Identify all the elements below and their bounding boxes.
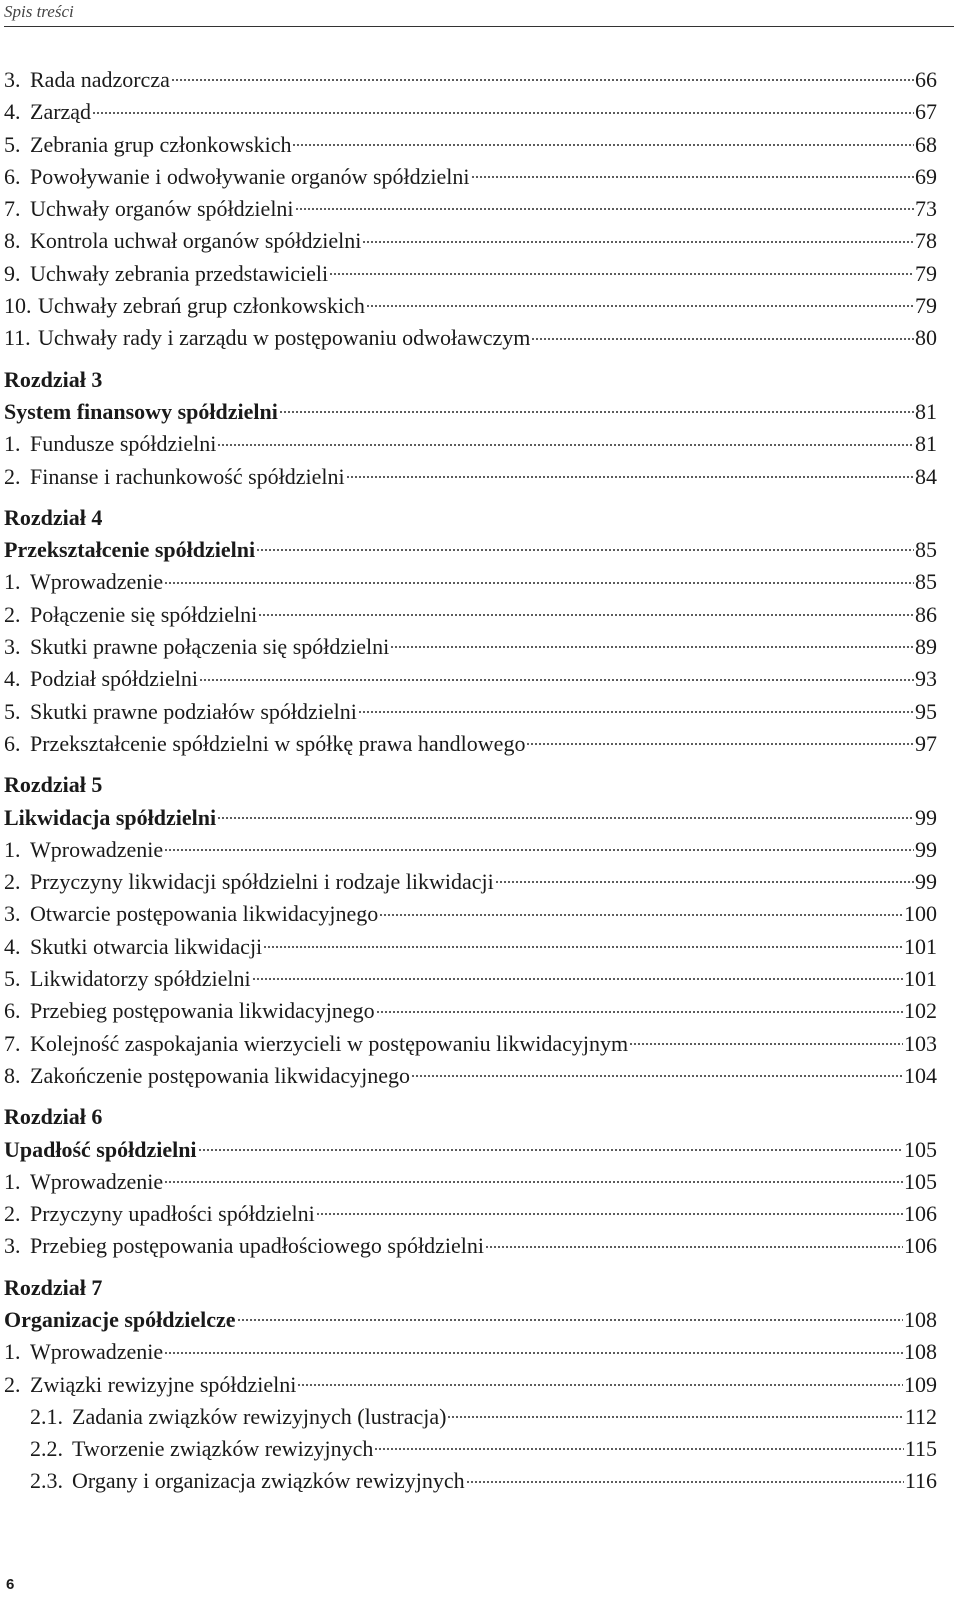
entry-title: Przyczyny upadłości spółdzielni [30,1201,315,1227]
entry-page: 67 [915,99,937,125]
toc-entry[interactable] [4,322,937,354]
entry-page: 112 [904,1403,937,1429]
entry-page: 78 [915,228,937,254]
entry-title: Finanse i rachunkowość spółdzielni [30,463,345,489]
entry-page: 79 [915,260,937,286]
entry-number: 4. [4,666,21,692]
entry-title: Związki rewizyjne spółdzielni [30,1371,297,1397]
entry-title: Zebrania grup członkowskich [30,131,292,157]
entry-number: 2.1. [30,1403,63,1429]
entry-title: Skutki otwarcia likwidacji [30,933,263,959]
entry-page: 106 [904,1201,937,1227]
dot-leader [362,241,914,243]
entry-title: Kolejność zaspokajania wierzycieli w postępowaniu likwidacyjnym [30,1030,629,1056]
page-number: 6 [6,1576,15,1593]
entry-number: 2. [4,463,21,489]
entry-number: 8. [4,1062,21,1088]
dot-leader [292,144,914,146]
entry-page: 101 [904,966,937,992]
toc-entry[interactable] [4,995,937,1027]
dot-leader [379,914,903,916]
dot-leader [411,1075,903,1077]
entry-title: System finansowy spółdzielni [4,398,278,424]
dot-leader [366,305,914,307]
entry-page: 106 [904,1233,937,1259]
chapter-title-entry[interactable] [4,396,937,428]
entry-title: Uchwały rady i zarządu w postępowaniu odwoławczym [38,325,531,351]
entry-page: 103 [904,1030,937,1056]
toc-entry[interactable] [4,696,937,728]
entry-title: Połączenie się spółdzielni [30,601,258,627]
dot-leader [374,1448,903,1450]
dot-leader [358,711,914,713]
entry-title: Rada nadzorcza [30,67,170,92]
entry-number: 6. [4,163,21,189]
entry-page: 86 [915,601,937,627]
dot-leader [495,881,914,883]
entry-number: 3. [4,901,21,927]
toc-entry[interactable] [4,428,937,460]
entry-number: 1. [4,569,21,595]
entry-title: Likwidatorzy spółdzielni [30,966,251,992]
entry-page: 99 [915,836,937,862]
toc-entry[interactable] [4,258,937,290]
toc-entry[interactable] [4,1166,937,1198]
entry-number: 7. [4,1030,21,1056]
running-head: Spis treści [4,2,74,21]
toc-entry[interactable] [4,834,937,866]
entry-page: 100 [904,901,937,927]
entry-number: 4. [4,933,21,959]
entry-title: Wprowadzenie [30,836,164,862]
entry-title: Uchwały organów spółdzielni [30,196,294,222]
toc-entry[interactable] [4,599,937,631]
chapter-title-entry[interactable] [4,1304,937,1336]
dot-leader [295,208,914,210]
entry-page: 99 [915,804,937,830]
dot-leader [164,1352,903,1354]
entry-number: 2.2. [30,1436,63,1462]
entry-title: Zakończenie postępowania likwidacyjnego [30,1062,410,1088]
dot-leader [164,849,914,851]
entry-title: Przekształcenie spółdzielni [4,537,256,563]
entry-page: 79 [915,293,937,319]
chapter-heading: Rozdział 3 [4,366,103,392]
entry-title: Kontrola uchwał organów spółdzielni [30,228,362,254]
dot-leader [531,338,914,340]
entry-title: Wprowadzenie [30,1168,164,1194]
dot-leader [297,1384,903,1386]
entry-number: 5. [4,698,21,724]
table-of-contents [4,64,937,1498]
toc-entry[interactable] [4,129,937,161]
chapter-title-entry[interactable] [4,534,937,566]
entry-page: 73 [915,196,937,222]
entry-title: Organizacje spółdzielcze [4,1306,236,1332]
entry-number: 3. [4,634,21,660]
toc-entry[interactable] [4,1060,937,1092]
entry-number: 3. [4,1233,21,1259]
entry-title: Zarząd [30,99,92,125]
entry-number: 3. [4,67,21,92]
dot-leader [217,817,914,819]
toc-entry[interactable] [4,1230,937,1262]
entry-number: 1. [4,1339,21,1365]
entry-title: Tworzenie związków rewizyjnych [72,1436,374,1462]
entry-page: 116 [904,1468,937,1494]
entry-number: 11. [4,325,31,351]
entry-page: 108 [904,1339,937,1365]
dot-leader [263,946,903,948]
toc-entry[interactable] [4,1433,937,1465]
entry-title: Przebieg postępowania upadłościowego spółdzielni [30,1233,484,1259]
dot-leader [485,1246,903,1248]
entry-number: 2. [4,1371,21,1397]
dot-leader [164,582,914,584]
entry-page: 105 [904,1136,937,1162]
entry-number: 4. [4,99,21,125]
entry-title: Fundusze spółdzielni [30,431,217,457]
entry-page: 85 [915,537,937,563]
entry-title: Powoływanie i odwoływanie organów spółdzielni [30,163,470,189]
entry-page: 101 [904,933,937,959]
entry-number: 6. [4,998,21,1024]
toc-entry[interactable] [4,566,937,598]
entry-number: 2.3. [30,1468,63,1494]
toc-entry[interactable] [4,728,937,760]
entry-page: 104 [904,1062,937,1088]
entry-number: 1. [4,431,21,457]
entry-page: 81 [915,431,937,457]
entry-page: 115 [904,1436,937,1462]
toc-entry[interactable] [4,1465,937,1497]
dot-leader [92,112,914,114]
chapter-title-entry[interactable] [4,1134,937,1166]
toc-entry[interactable] [4,898,937,930]
dot-leader [471,176,914,178]
entry-number: 8. [4,228,21,254]
entry-page: 99 [915,869,937,895]
entry-number: 2. [4,1201,21,1227]
toc-entry[interactable] [4,1198,937,1230]
entry-page: 109 [904,1371,937,1397]
chapter-heading: Rozdział 6 [4,1104,103,1130]
chapter-title-entry[interactable] [4,802,937,834]
toc-entry[interactable] [4,193,937,225]
dot-leader [466,1481,904,1483]
entry-page: 89 [915,634,937,660]
entry-title: Otwarcie postępowania likwidacyjnego [30,901,379,927]
chapter-heading: Rozdział 4 [4,504,103,530]
entry-page: 97 [915,730,937,756]
entry-page: 84 [915,463,937,489]
dot-leader [252,978,903,980]
entry-number: 9. [4,260,21,286]
entry-number: 6. [4,730,21,756]
entry-title: Podział spółdzielni [30,666,199,692]
dot-leader [237,1319,903,1321]
dot-leader [629,1043,903,1045]
entry-page: 69 [915,163,937,189]
entry-page: 85 [915,569,937,595]
entry-number: 1. [4,836,21,862]
dot-leader [258,614,914,616]
entry-page: 105 [904,1168,937,1194]
dot-leader [346,476,914,478]
toc-entry[interactable] [4,161,937,193]
dot-leader [256,549,914,551]
toc-entry[interactable] [4,1401,937,1433]
toc-entry[interactable] [4,663,937,695]
toc-entry[interactable] [4,1028,937,1060]
dot-leader [279,411,914,413]
entry-number: 1. [4,1168,21,1194]
entry-title: Skutki prawne połączenia się spółdzielni [30,634,390,660]
entry-title: Skutki prawne podziałów spółdzielni [30,698,357,724]
entry-number: 10. [4,293,32,319]
entry-title: Wprowadzenie [30,569,164,595]
toc-entry[interactable] [4,64,937,96]
entry-title: Uchwały zebrań grup członkowskich [38,293,365,319]
entry-page: 102 [904,998,937,1024]
toc-entry[interactable] [4,225,937,257]
entry-title: Organy i organizacja związków rewizyjnych [72,1468,465,1494]
toc-entry[interactable] [4,290,937,322]
toc-entry[interactable] [4,866,937,898]
entry-page: 95 [915,698,937,724]
entry-title: Wprowadzenie [30,1339,164,1365]
entry-page: 93 [915,666,937,692]
entry-number: 2. [4,869,21,895]
dot-leader [329,273,914,275]
dot-leader [217,444,914,446]
toc-entry[interactable] [4,461,937,493]
entry-number: 2. [4,601,21,627]
toc-entry[interactable] [4,96,937,128]
entry-title: Uchwały zebrania przedstawicieli [30,260,329,286]
entry-title: Przyczyny likwidacji spółdzielni i rodzaje likwidacji [30,869,494,895]
entry-page: 81 [915,398,937,424]
dot-leader [164,1181,903,1183]
entry-number: 7. [4,196,21,222]
entry-title: Zadania związków rewizyjnych (lustracja) [72,1403,447,1429]
entry-number: 5. [4,131,21,157]
entry-page: 108 [904,1306,937,1332]
toc-entry[interactable] [4,1369,937,1401]
dot-leader [316,1213,903,1215]
chapter-heading: Rozdział 5 [4,772,103,798]
toc-entry[interactable] [4,963,937,995]
entry-title: Przebieg postępowania likwidacyjnego [30,998,375,1024]
entry-page: 68 [915,131,937,157]
dot-leader [447,1416,903,1418]
entry-title: Upadłość spółdzielni [4,1136,197,1162]
entry-page: 80 [915,325,937,351]
dot-leader [526,743,914,745]
toc-entry[interactable] [4,631,937,663]
chapter-heading: Rozdział 7 [4,1274,103,1300]
dot-leader [390,646,914,648]
entry-page: 66 [915,67,937,92]
dot-leader [171,79,914,81]
entry-title: Przekształcenie spółdzielni w spółkę prawa handlowego [30,730,526,756]
dot-leader [198,1149,903,1151]
toc-entry[interactable] [4,1336,937,1368]
dot-leader [199,679,914,681]
entry-title: Likwidacja spółdzielni [4,804,217,830]
toc-entry[interactable] [4,931,937,963]
dot-leader [376,1011,903,1013]
entry-number: 5. [4,966,21,992]
header-rule [4,26,954,27]
